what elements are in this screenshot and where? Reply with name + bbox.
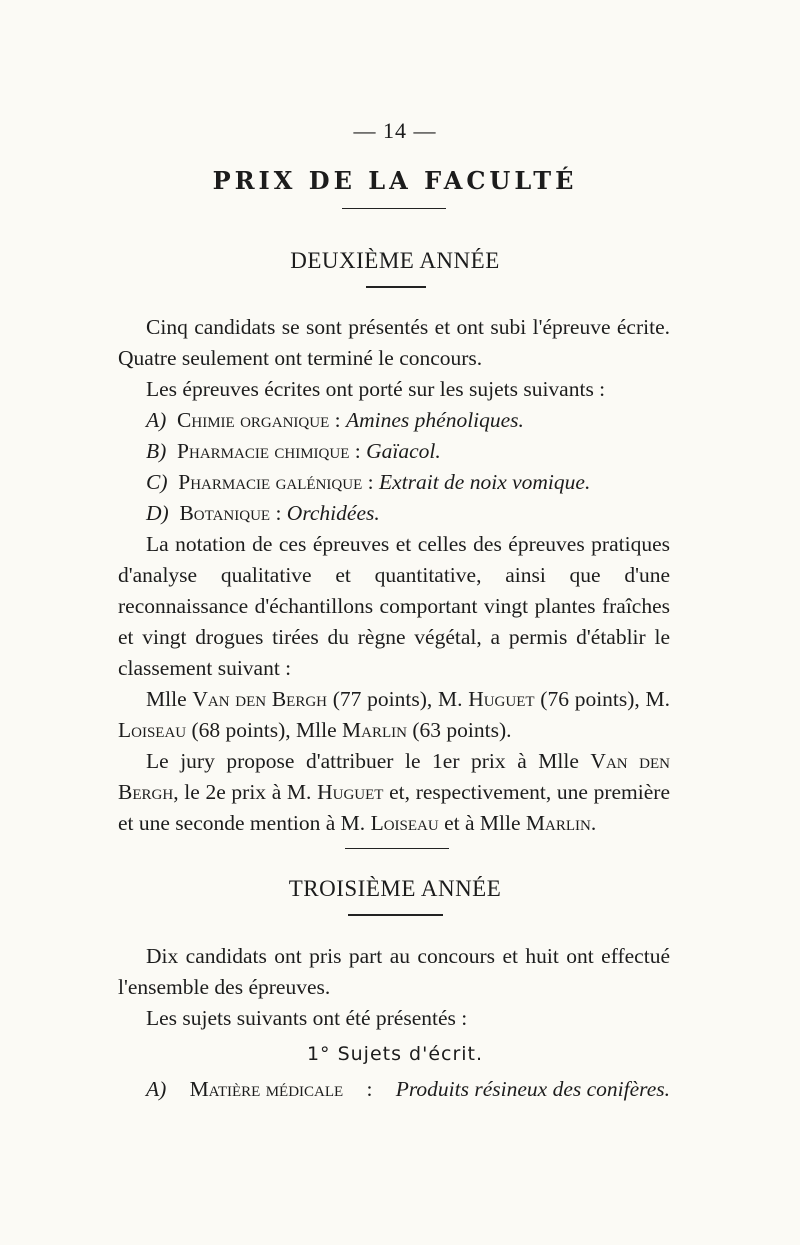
- prize-ordinal: 2e: [205, 780, 226, 804]
- jury-text: .: [590, 811, 597, 835]
- paragraph-intro-deuxieme: [118, 312, 670, 374]
- jury-name: Loiseau: [370, 811, 439, 835]
- intro-text: Cinq candidats se sont présentés et ont subi l'épreuve écrite. Quatre seulement ont terminé le concours.: [118, 315, 670, 370]
- subject-matter: Pharmacie chimique: [177, 439, 350, 463]
- subject-separator: :: [329, 408, 346, 432]
- ranking-name: Huguet: [468, 687, 535, 711]
- jury-name: Marlin: [525, 811, 591, 835]
- subject-separator: :: [366, 1077, 373, 1101]
- paragraph-jury: [118, 746, 670, 839]
- subject-topic: Produits résineux des conifères.: [395, 1077, 670, 1101]
- section-heading-troisieme: TROISIÈME ANNÉE: [288, 876, 502, 901]
- jury-text: et, respectivement, une première et une seconde mention à M.: [118, 780, 670, 835]
- jury-text: et à Mlle: [438, 811, 526, 835]
- subjects-intro-text: Les épreuves écrites ont porté sur les sujets suivants :: [146, 377, 606, 401]
- subject-matter: Botanique: [179, 501, 271, 525]
- subject-item: [146, 436, 441, 467]
- page-title: PRIX DE LA FACULTÉ: [212, 166, 578, 195]
- ranking-text: (68 points), Mlle: [186, 718, 343, 742]
- ranking-name: Loiseau: [118, 718, 187, 742]
- jury-name: Huguet: [317, 780, 384, 804]
- sub-heading-ecrit: 1° Sujets d'écrit.: [306, 1043, 484, 1065]
- paragraph-ranking: [118, 684, 670, 746]
- paragraph-subjects-intro: [118, 374, 670, 405]
- ranking-name: Van den Bergh: [192, 687, 328, 711]
- section-heading-deuxieme: DEUXIÈME ANNÉE: [290, 248, 500, 273]
- jury-text: Le jury propose d'attribuer le: [146, 749, 433, 773]
- subject-item: [146, 467, 590, 498]
- page-number: — 14 —: [353, 118, 437, 143]
- jury-text: , le: [173, 780, 206, 804]
- subject-topic: Gaïacol.: [366, 439, 441, 463]
- subject-topic: Amines phénoliques.: [345, 408, 524, 432]
- ranking-text: (76 points), M.: [534, 687, 671, 711]
- subject-letter: C): [146, 470, 168, 494]
- subject-matter: Chimie organique: [177, 408, 330, 432]
- ranking-name: Marlin: [342, 718, 407, 742]
- notation-text: La notation de ces épreuves et celles des épreuves pratiques d'analyse qualitative et quantitative, ainsi que d'une reconnaissance d'échantillons comportant vingt plantes fraîches et vingt drogues tirées du règne végétal, a permis d'établir le classement suivant :: [118, 532, 670, 680]
- subject-matter: Matière médicale: [189, 1077, 344, 1101]
- subject-letter: A): [146, 408, 167, 432]
- title-rule: [342, 208, 446, 209]
- subject-letter: B): [146, 439, 167, 463]
- ranking-text: (63 points).: [406, 718, 512, 742]
- jury-text: prix à M.: [225, 780, 318, 804]
- section-rule-troisieme: [348, 914, 443, 916]
- subject-separator: :: [349, 439, 367, 463]
- intro-text: Dix candidats ont pris part au concours et huit ont effectué l'ensemble des épreuves.: [118, 944, 670, 999]
- section-divider: [345, 848, 449, 849]
- subject-separator: :: [270, 501, 287, 525]
- paragraph-intro-troisieme: [118, 941, 670, 1003]
- subject-item: [146, 1074, 670, 1105]
- prize-ordinal: 1er: [432, 749, 460, 773]
- jury-text: prix à Mlle: [459, 749, 591, 773]
- section-rule-deuxieme: [366, 286, 426, 288]
- subject-item: [146, 498, 380, 529]
- subject-matter: Pharmacie galénique: [178, 470, 363, 494]
- subject-letter: D): [146, 501, 169, 525]
- subject-item: [146, 405, 524, 436]
- subject-topic: Extrait de noix vomique.: [378, 470, 591, 494]
- subject-separator: :: [362, 470, 379, 494]
- jury-name: Van den Bergh: [118, 749, 670, 804]
- subjects-intro-text: Les sujets suivants ont été présentés :: [146, 1006, 468, 1030]
- paragraph-subjects-intro-troisieme: [118, 1003, 670, 1034]
- subject-letter: A): [146, 1077, 167, 1101]
- ranking-text: (77 points), M.: [327, 687, 469, 711]
- paragraph-notation: [118, 529, 670, 684]
- subject-topic: Orchidées.: [286, 501, 380, 525]
- ranking-text: Mlle: [146, 687, 193, 711]
